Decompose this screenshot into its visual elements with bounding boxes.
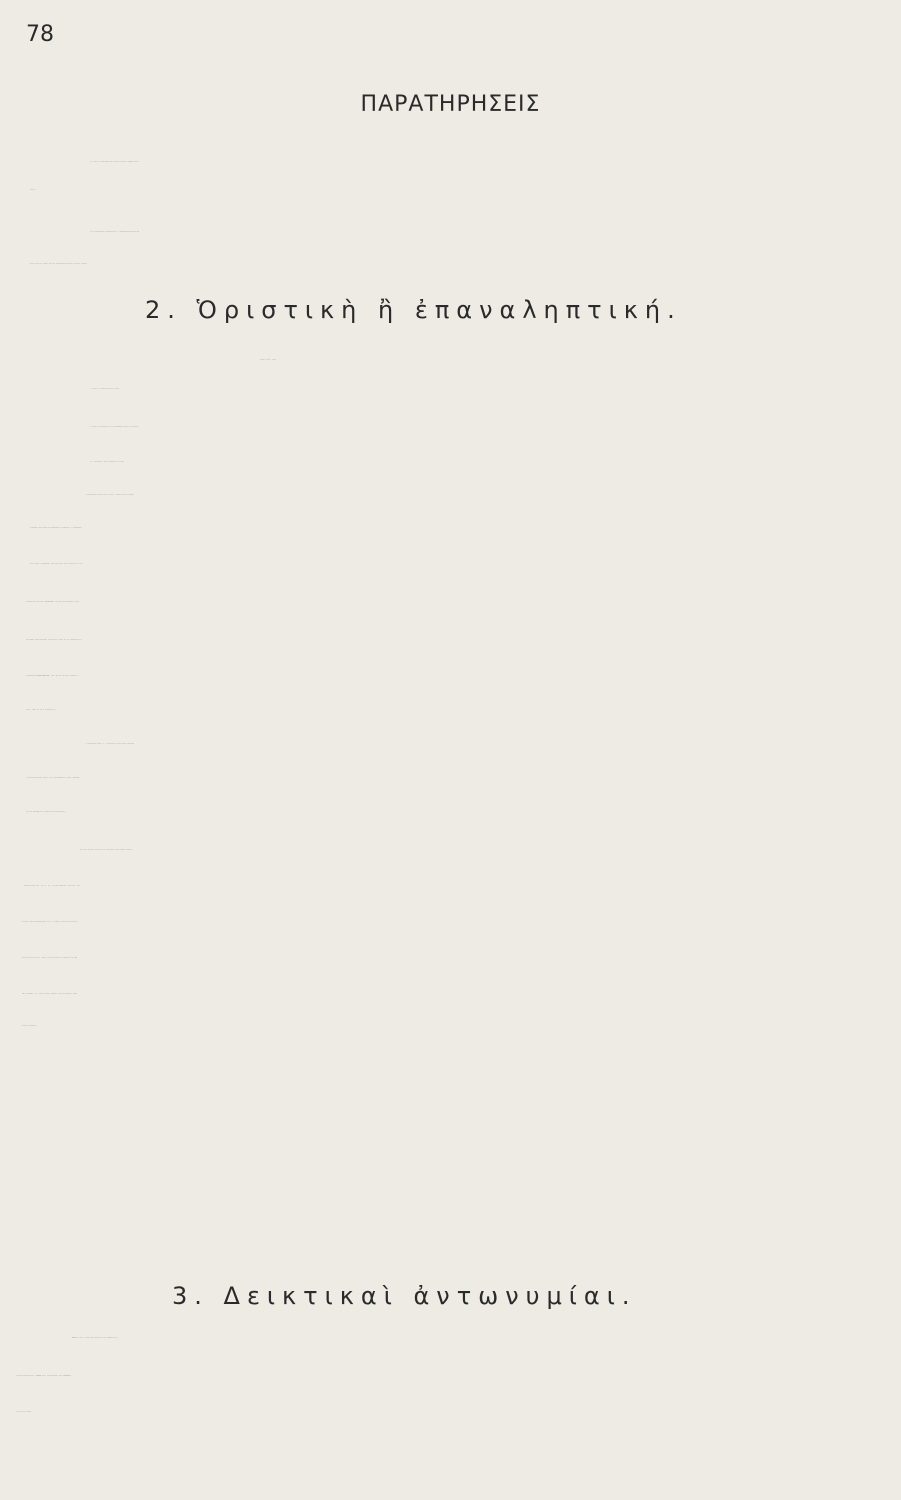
paragraph-line: τέρους χωρὶς δηλ. τὸ -αυ˙ π.χ. (αὐ)τοῦ ὡμίλησα, τὸν εἶδα, τῆς [24, 886, 80, 887]
paragraph-line [26, 664, 901, 690]
example-1: 1. Αὐτὸς ὁ διδάσκαλος ἦλθε χθές. [90, 389, 120, 390]
paragraph-line: τρεψα νὰ μελετᾷ. [22, 1026, 38, 1027]
demonstrative-outos: Οὗτος [72, 1338, 78, 1339]
section-2-heading: 2. Ὁριστικὴ ἢ ἐπαναληπτική. [145, 296, 682, 324]
paragraph-line: Εἰς τὴν γενικήν, δοτικὴν καὶ αἰτιατικὴν ἔχει τύπους βραχυ- [80, 850, 134, 851]
paragraph-line: εἰς τὰς προσωπικὰς ἀντωνυμίας παρατίθεται). [26, 812, 67, 813]
section-3-line-3: ὁ μαθητὴς γράφει. [16, 1412, 33, 1413]
demonstrative-touto: Τοῦτο [35, 1376, 42, 1377]
exercise-line [78, 1054, 901, 1076]
section-3-line-1 [72, 1326, 901, 1352]
text-span: . Ὅταν ἔχῃ τὸ ἄρθρον, σημαίνει ὁ [49, 676, 80, 677]
section-3-line-2 [16, 1364, 901, 1390]
paragraph-line: καὶ τρικατάληκτον χωρὶς ν εἰς τὸ οὐδέτερον (ὅπως ἀνωτέρω [26, 778, 80, 779]
text-span: . Ὅταν δὲ ἐπαναλαμβάνῃ κάτι, [53, 602, 80, 603]
exercise-line [20, 1236, 901, 1258]
remark-2-line-2: μεθα ἀντὶ τῆς αὐτὸς καὶ τὴν ἀντωνυμίαν ἐκεῖνος, ἐκείνη, ἐκεῖνο. [30, 264, 88, 265]
paragraph-line: τὸ ὁποῖον προηγουμένως ἔχει λεχθῆ (ὅπως εἰς τὸ παράδειγμα 2) [26, 640, 83, 641]
example-2: 2. Εἶδον τὸν Νικόλαον καὶ προέτρεψα αὐτὸν νὰ μελετᾷ. [90, 427, 139, 428]
paragraph-line: Ἡ ἀντωνυμία αὐτὸς -ἡ -ὁ κλίνεται ὡς ἐπίθετον τριγενὲς [85, 744, 135, 745]
exercise-line [22, 1146, 901, 1168]
demonstrative-auti: Αὐτὴ [107, 1338, 112, 1339]
term-epanaliptiki: ἐπαναληπτική [36, 676, 50, 677]
text-span: αἴθουσα διδασκαλίας. [16, 1376, 36, 1377]
text-span: εἶναι τὸ τετράδιόν σου. [41, 1376, 64, 1377]
section-3-heading: 3. Δεικτικαὶ ἀντωνυμίαι. [172, 1282, 637, 1310]
exercise-line [78, 1114, 901, 1136]
demonstrative-ekeinos: Ἐκεῖνος [63, 1376, 71, 1377]
text-span: εἶναι ὁ κῆπος τοῦ σχολείου μας. [77, 1338, 108, 1339]
paragraph-line: Ἡ ἀντωνυμία αὐτός, αὐτή, αὐτό, ἡ ὁποία καθὼς εἴδομεν [85, 495, 135, 496]
remark-2-line-1: 2) Ὡς προσωπικὴν ἀντωνυμίαν γ΄ προσώπου μεταχειριζό- [90, 232, 140, 233]
paragraph-line [26, 590, 901, 616]
paragraph-line: ἴδιος (ὅπως εἰς τὸ 3 παράδειγμα). [26, 710, 57, 711]
exercise-line [22, 1084, 901, 1106]
paragraph-line: ἔγραψα, τοὺς συνεβούλευσα κ.λ.π. Οἱ τύποι αὐτοὶ διακρίνονται [22, 922, 78, 923]
page-title: ΠΑΡΑΤΗΡΗΣΕΙΣ [360, 92, 541, 117]
term-oristiki: ὁριστική [44, 602, 54, 603]
remark-1-line-2: ἄρθρα. [30, 190, 36, 191]
example-3: 3. Ὁ Δημήτριος εἶναι πάντοτε ὁ αὐτός. [90, 462, 125, 463]
paragraph-line: τῶν ρημάτων˙ π.χ. τὸν (ἄρθρον) Πέτρον τὸν (ἀντωνυμία) προέ- [22, 994, 78, 995]
page-number: 78 [26, 22, 54, 47]
text-span: ὀνομάζεται [26, 676, 37, 677]
remark-1-line-1: 1) Ὅλαι αἱ ἀντωνυμίαι δὲν ἔχουν κλητικὴν πτῶσιν οὔτε [90, 162, 139, 163]
paragraph-line: εὔκολα ἀπὸ τὰ ἄρθρα, διότι τίθενται μετὰ τὰ ὀνόματα καὶ πρὸ [22, 958, 78, 959]
exercise-line [20, 1210, 901, 1232]
exercise-line [20, 1178, 901, 1200]
paragraph-line: ὅταν ὁρίζῃ (ξεχωρίζει) κάτι ἀπὸ ἄλλα ὅμοια (ὅπως εἰς τὸ 1 [30, 564, 83, 565]
text-span: παράδειγμα) λέγεται [26, 602, 45, 603]
text-span: εἶναι ἡ [111, 1338, 119, 1339]
paragraph-line: ἀνωτέρω χρησιμεύει ὡς προσωπικὴ ἀντωνυμία γ΄ προσώπου, [30, 528, 83, 529]
section-2-forms: αὐτός, αὐτή, αὐτό [260, 360, 277, 361]
